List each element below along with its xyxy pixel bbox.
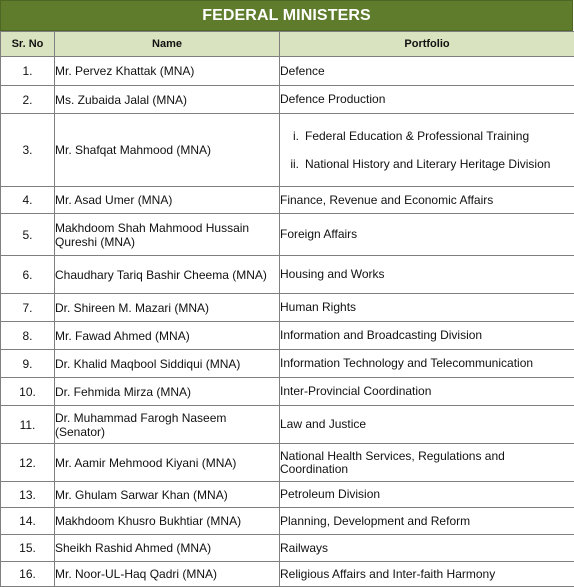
sr-cell: 4. (1, 187, 55, 214)
sr-cell: 1. (1, 57, 55, 86)
table-row (1, 114, 574, 187)
table-row (1, 444, 574, 482)
name-cell: Sheikh Rashid Ahmed (MNA) (55, 535, 280, 562)
name-cell: Mr. Asad Umer (MNA) (55, 187, 280, 214)
portfolio-cell: Law and Justice (280, 406, 574, 444)
name-cell: Makhdoom Shah Mahmood Hussain Qureshi (MNA) (55, 214, 280, 256)
header-sr-no: Sr. No (1, 32, 55, 57)
portfolio-cell: Housing and Works (280, 256, 574, 294)
sr-cell: 13. (1, 482, 55, 508)
sr-cell: 11. (1, 406, 55, 444)
sr-cell: 5. (1, 214, 55, 256)
table-row (1, 294, 574, 322)
name-cell: Dr. Muhammad Farogh Naseem (Senator) (55, 406, 280, 444)
sr-cell: 15. (1, 535, 55, 562)
sr-cell: 14. (1, 508, 55, 535)
table-row (1, 406, 574, 444)
header-portfolio: Portfolio (280, 32, 574, 57)
portfolio-cell: Inter-Provincial Coordination (280, 378, 574, 406)
name-cell: Dr. Shireen M. Mazari (MNA) (55, 294, 280, 322)
ministers-table (0, 31, 574, 587)
table-row (1, 214, 574, 256)
portfolio-cell: Petroleum Division (280, 482, 574, 508)
name-cell: Chaudhary Tariq Bashir Cheema (MNA) (55, 256, 280, 294)
name-cell: Dr. Fehmida Mirza (MNA) (55, 378, 280, 406)
name-cell: Makhdoom Khusro Bukhtiar (MNA) (55, 508, 280, 535)
sr-cell: 8. (1, 322, 55, 350)
sr-cell: 9. (1, 350, 55, 378)
sr-cell: 12. (1, 444, 55, 482)
portfolio-cell: Planning, Development and Reform (280, 508, 574, 535)
table-row (1, 86, 574, 114)
portfolio-item-text: Federal Education & Professional Training (305, 129, 529, 144)
name-cell: Mr. Noor-UL-Haq Qadri (MNA) (55, 562, 280, 587)
table-row (1, 57, 574, 86)
portfolio-cell (280, 114, 574, 187)
portfolio-item-text: National History and Literary Heritage Division (305, 157, 550, 172)
portfolio-cell: Railways (280, 535, 574, 562)
portfolio-cell: Finance, Revenue and Economic Affairs (280, 187, 574, 214)
sr-cell: 7. (1, 294, 55, 322)
header-row (1, 32, 574, 57)
name-cell: Dr. Khalid Maqbool Siddiqui (MNA) (55, 350, 280, 378)
table-row (1, 350, 574, 378)
portfolio-cell: Information and Broadcasting Division (280, 322, 574, 350)
name-cell: Mr. Pervez Khattak (MNA) (55, 57, 280, 86)
name-cell: Mr. Shafqat Mahmood (MNA) (55, 114, 280, 187)
sr-cell: 10. (1, 378, 55, 406)
portfolio-cell: Information Technology and Telecommunication (280, 350, 574, 378)
name-cell: Mr. Aamir Mehmood Kiyani (MNA) (55, 444, 280, 482)
portfolio-cell: Human Rights (280, 294, 574, 322)
table-title: FEDERAL MINISTERS (0, 0, 573, 31)
portfolio-sublist (280, 129, 574, 172)
table-row (1, 322, 574, 350)
header-name: Name (55, 32, 280, 57)
portfolio-sublist-item (287, 157, 574, 172)
table-row (1, 535, 574, 562)
sr-cell: 6. (1, 256, 55, 294)
sr-cell: 2. (1, 86, 55, 114)
sr-cell: 3. (1, 114, 55, 187)
table-row (1, 482, 574, 508)
table-row (1, 378, 574, 406)
portfolio-cell: Defence Production (280, 86, 574, 114)
name-cell: Ms. Zubaida Jalal (MNA) (55, 86, 280, 114)
portfolio-cell: Religious Affairs and Inter-faith Harmony (280, 562, 574, 587)
portfolio-cell: National Health Services, Regulations and Coordination (280, 444, 574, 482)
table-row (1, 562, 574, 587)
portfolio-sublist-item (287, 129, 574, 144)
portfolio-cell: Foreign Affairs (280, 214, 574, 256)
portfolio-cell: Defence (280, 57, 574, 86)
table-row (1, 187, 574, 214)
roman-numeral: i. (287, 129, 299, 144)
roman-numeral: ii. (287, 157, 299, 172)
table-row (1, 508, 574, 535)
name-cell: Mr. Ghulam Sarwar Khan (MNA) (55, 482, 280, 508)
table-row (1, 256, 574, 294)
sr-cell: 16. (1, 562, 55, 587)
name-cell: Mr. Fawad Ahmed (MNA) (55, 322, 280, 350)
